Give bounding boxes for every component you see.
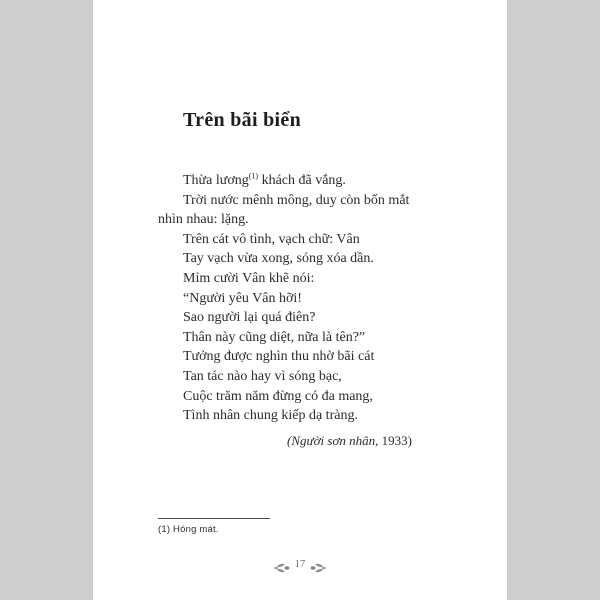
poem-attribution [287,433,412,449]
book-page [93,0,507,600]
page-number: 17 [294,559,306,570]
footnote-ref: (1) [248,171,259,181]
poem-body [158,171,477,426]
poem-line-text: Thừa lương [183,173,249,188]
fleuron-icon [274,560,290,570]
poem-line: Tình nhân chung kiếp dạ tràng. [183,408,358,424]
poem-title: Trên bãi biển [183,109,301,131]
poem-line: Thân này cũng diệt, nữa là tên?” [183,329,366,345]
fleuron-icon [310,560,326,570]
footnote-divider [158,518,270,519]
poem-line: Mỉm cười Vân khẽ nói: [183,270,315,286]
poem-line: Tan tác nào hay vì sóng bạc, [183,368,342,384]
poem-line: Cuộc trăm năm đừng có đa mang, [183,388,373,404]
poem-line [158,171,477,191]
poem-line: Tưởng được nghìn thu nhờ bãi cát [183,349,375,365]
footnote-text: (1) Hóng mát. [158,524,219,535]
poem-line: Trên cát vô tình, vạch chữ: Vân [183,231,360,247]
poem-line: Sao người lại quá điên? [183,310,316,326]
attribution-year: , 1933) [375,433,412,448]
poem-line: Tay vạch vừa xong, sóng xóa dần. [183,251,374,267]
poem-line: “Người yêu Vân hỡi! [183,290,302,306]
poem-line: Trời nước mênh mông, duy còn bốn mắt [183,192,410,208]
page-footer [93,559,507,571]
poem-line-wrap: nhìn nhau: lặng. [158,212,249,228]
attribution-source: (Người sơn nhân [287,433,376,448]
poem-line-text: khách đã vắng. [258,173,346,188]
